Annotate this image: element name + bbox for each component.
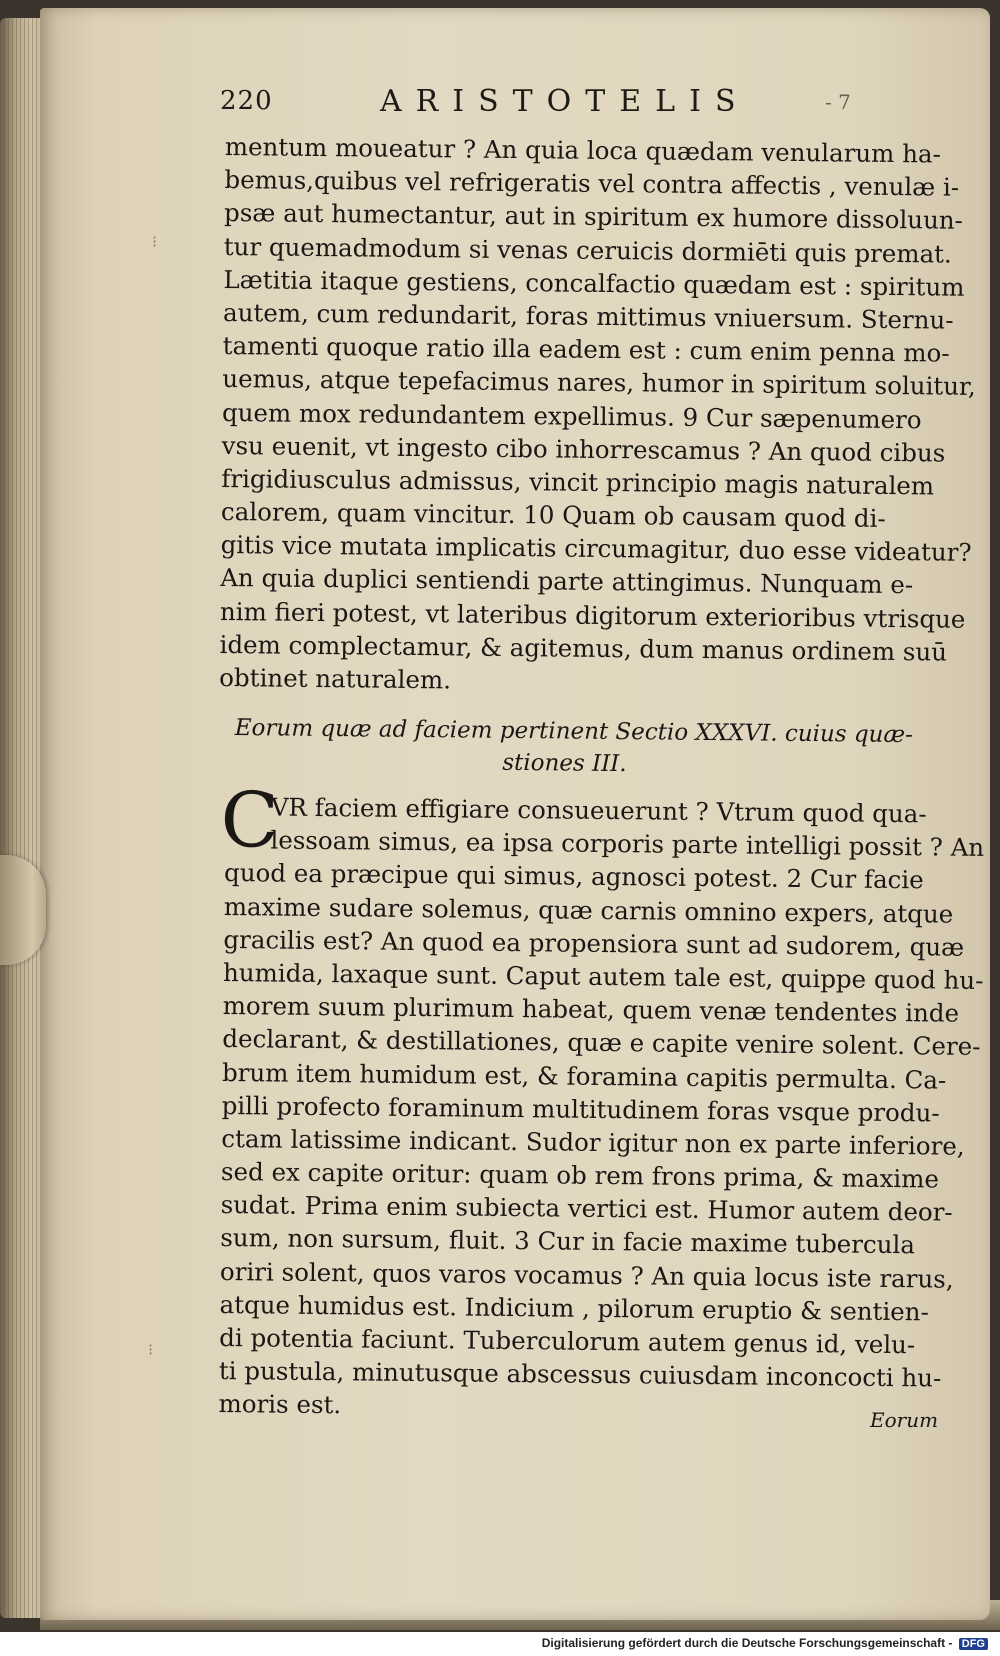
text-line: sudat. Prima enim subiecta vertici est. Humor autem deor-	[220, 1190, 953, 1227]
running-head-mark: - 7	[825, 90, 851, 114]
text-line: di potentia faciunt. Tuberculorum autem genus id, velu-	[219, 1322, 916, 1360]
text-line: obtinet naturalem.	[219, 662, 452, 695]
text-line: morem suum plurimum habeat, quem venæ tendentes inde	[222, 991, 960, 1028]
text-line: calorem, quam vincitur. 10 Quam ob causam quod di-	[220, 497, 886, 534]
catchword: Eorum	[870, 1408, 939, 1432]
main-text-block	[219, 130, 976, 701]
text-line: tur quemadmodum si venas ceruicis dormiēti quis premat.	[223, 231, 952, 269]
text-line: brum item humidum est, & foramina capitis permulta. Ca-	[221, 1057, 947, 1095]
margin-smudge: ⁝	[148, 1340, 154, 1359]
dfg-logo[interactable]: DFG	[959, 1638, 988, 1650]
drop-capital: C	[220, 774, 280, 865]
margin-smudge: ⁝	[152, 232, 158, 251]
text-line: gracilis est? An quod ea propensiora sunt ad sudorem, quæ	[223, 924, 965, 962]
text-line: ctam latissime indicant. Sudor igitur non ex parte inferiore,	[221, 1123, 965, 1161]
text-line: mentum moueatur ? An quia loca quædam venularum ha-	[224, 131, 941, 169]
text-line: sum, non sursum, fluit. 3 Cur in facie maxime tubercula	[220, 1223, 916, 1260]
text-line: uemus, atque tepefacimus nares, humor in spiritum soluitur,	[222, 364, 976, 402]
text-line: idem complectamur, & agitemus, dum manus ordinem suū	[219, 629, 948, 667]
text-line: An quia duplici sentiendi parte attingimus. Nunquam e-	[220, 563, 914, 600]
text-line: VR faciem effigiare consueuerunt ? Vtrum quod qua-	[270, 792, 927, 829]
text-line: nim fieri potest, vt lateribus digitorum exterioribus vtrisque	[219, 596, 966, 634]
digitization-footer	[0, 1632, 1000, 1656]
text-line: quod ea præcipue qui simus, agnosci potest. 2 Cur facie	[223, 858, 924, 895]
text-line: oriri solent, quos varos vocamus ? An quia locus iste rarus,	[219, 1256, 954, 1294]
page-number: 220	[220, 86, 273, 116]
text-line: atque humidus est. Indicium , pilorum eruptio & sentien-	[219, 1289, 929, 1327]
text-line: pilli profecto foraminum multitudinem foras vsque produ-	[221, 1090, 940, 1128]
text-line: moris est.	[218, 1389, 342, 1420]
running-title: ARISTOTELIS	[380, 84, 750, 119]
text-line: lessoam simus, ea ipsa corporis parte intelligi possit ? An	[270, 825, 985, 863]
section-heading	[234, 712, 913, 783]
text-line: autem, cum redundarit, foras mittimus vniuersum. Sternu-	[222, 297, 954, 335]
footer-credit-text: Digitalisierung gefördert durch die Deutsche Forschungsgemeinschaft -	[541, 1636, 953, 1650]
footer-credit	[542, 1636, 988, 1650]
running-head	[220, 84, 900, 124]
section-heading-line: stiones III.	[502, 749, 627, 778]
text-line: vsu euenit, vt ingesto cibo inhorrescamus ? An quod cibus	[221, 430, 946, 468]
section-heading-line: Eorum quæ ad faciem pertinent Sectio XXXVI. cuius quæ-	[234, 714, 913, 749]
text-line: declarant, & destillationes, quæ e capite venire solent. Cere-	[222, 1024, 981, 1062]
text-line: bemus,quibus vel refrigeratis vel contra affectis , venulæ i-	[224, 165, 960, 202]
text-line: Lætitia itaque gestiens, concalfactio quædam est : spiritum	[223, 264, 965, 302]
text-line: tamenti quoque ratio illa eadem est : cum enim penna mo-	[222, 331, 950, 368]
text-line: sed ex capite oritur: quam ob rem frons prima, & maxime	[220, 1157, 940, 1194]
text-line: quem mox redundantem expellimus. 9 Cur sæpenumero	[221, 397, 922, 434]
text-line: ti pustula, minutusque abscessus cuiusdam inconcocti hu-	[218, 1356, 942, 1393]
text-line: psæ aut humectantur, aut in spiritum ex humore dissoluun-	[223, 198, 964, 236]
text-line: frigidiusculus admissus, vincit principio magis naturalem	[221, 463, 935, 501]
text-line: gitis vice mutata implicatis circumagitur, duo esse videatur?	[220, 530, 972, 568]
text-line: humida, laxaque sunt. Caput autem tale est, quippe quod hu-	[222, 957, 984, 995]
text-line: maxime sudare solemus, quæ carnis omnino expers, atque	[223, 891, 954, 929]
